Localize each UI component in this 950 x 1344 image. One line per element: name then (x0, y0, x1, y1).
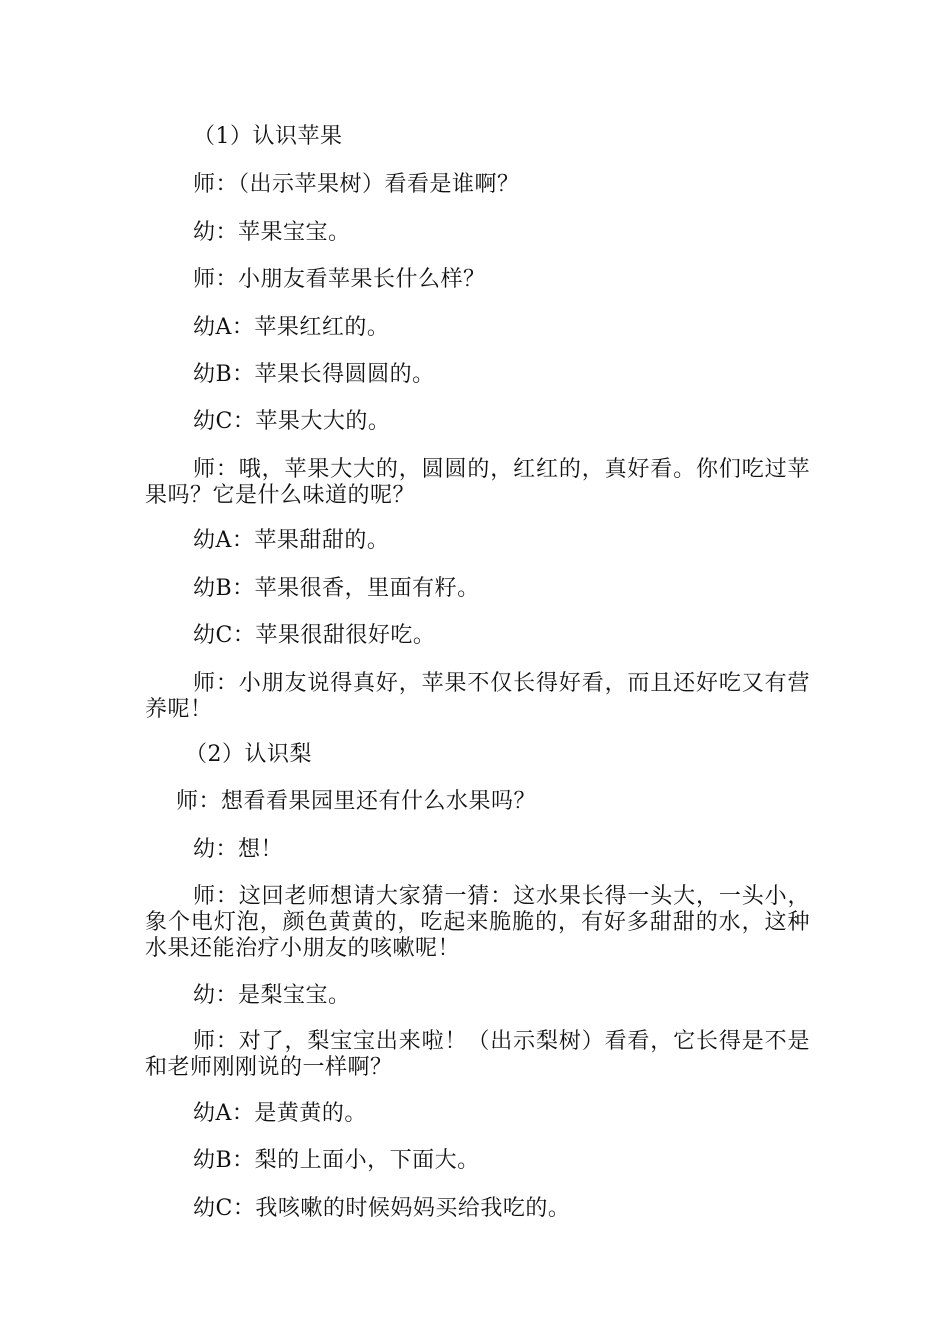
paragraph: 幼C：苹果很甜很好吃。 (193, 623, 436, 648)
paragraph: 师：想看看果园里还有什么水果吗？ (176, 789, 537, 814)
paragraph: 幼：是梨宝宝。 (193, 983, 351, 1008)
paragraph: 幼C：我咳嗽的时候妈妈买给我吃的。 (193, 1196, 571, 1221)
paragraph: 幼：想！ (193, 837, 284, 862)
paragraph: 师：（出示苹果树）看看是谁啊？ (193, 172, 520, 197)
paragraph: 幼A：苹果甜甜的。 (193, 528, 390, 553)
section-heading-pear: （2）认识梨 (185, 742, 312, 767)
paragraph: 师：小朋友说得真好，苹果不仅长得好看，而且还好吃又有营养呢！ (145, 671, 810, 722)
paragraph: 幼A：苹果红红的。 (193, 315, 390, 340)
paragraph: 师：对了，梨宝宝出来啦！（出示梨树）看看，它长得是不是和老师刚刚说的一样啊？ (145, 1029, 810, 1080)
paragraph: 幼A：是黄黄的。 (193, 1101, 367, 1126)
paragraph: 幼B：苹果长得圆圆的。 (193, 362, 435, 387)
paragraph: 幼：苹果宝宝。 (193, 220, 351, 245)
paragraph: 幼C：苹果大大的。 (193, 409, 391, 434)
paragraph: 幼B：苹果很香，里面有籽。 (193, 576, 480, 601)
paragraph: 师：这回老师想请大家猜一猜：这水果长得一头大，一头小，象个电灯泡，颜色黄黄的，吃起来脆脆的，有好多甜甜的水，这种水果还能治疗小朋友的咳嗽呢！ (145, 884, 810, 961)
paragraph: 师：哦，苹果大大的，圆圆的，红红的，真好看。你们吃过苹果吗？它是什么味道的呢？ (145, 457, 810, 508)
paragraph: 幼B：梨的上面小，下面大。 (193, 1148, 480, 1173)
paragraph: 师：小朋友看苹果长什么样？ (193, 267, 486, 292)
section-heading-apple: （1）认识苹果 (193, 124, 343, 149)
